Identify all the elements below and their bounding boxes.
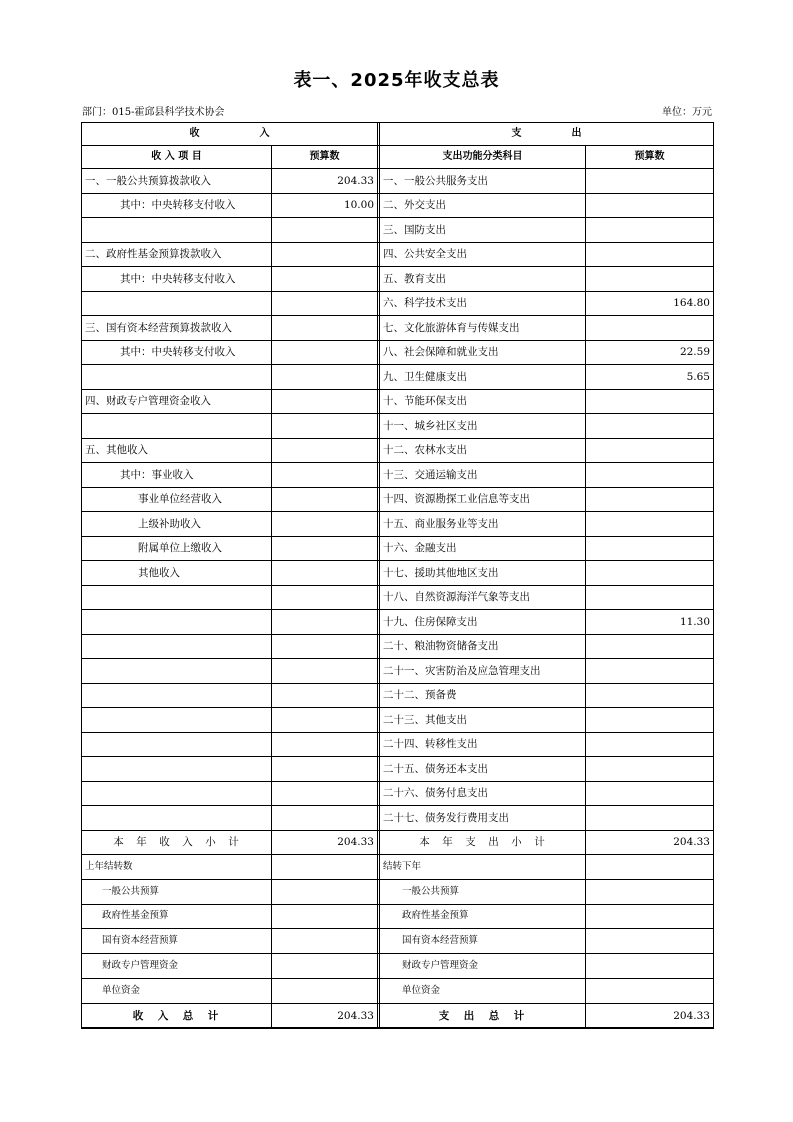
expense-item-cell: 十七、援助其他地区支出 [380, 561, 586, 586]
expense-item-cell: 二、外交支出 [380, 193, 586, 218]
expense-item-cell: 二十二、预备费 [380, 683, 586, 708]
income-total-value: 204.33 [272, 1003, 378, 1028]
carry-income-label: 政府性基金预算 [82, 904, 272, 929]
carry-income-value [272, 929, 378, 954]
income-value-cell [272, 683, 378, 708]
expense-item-header: 支出功能分类科目 [380, 146, 586, 169]
expense-value-cell [586, 414, 714, 439]
income-item-cell: 其中：中央转移支付收入 [82, 193, 272, 218]
income-value-cell [272, 806, 378, 831]
carry-expense-label: 一般公共预算 [380, 879, 586, 904]
expense-value-cell [586, 781, 714, 806]
income-value-cell [272, 340, 378, 365]
income-item-cell: 四、财政专户管理资金收入 [82, 389, 272, 414]
income-value-cell [272, 781, 378, 806]
income-value-cell [272, 585, 378, 610]
carry-income-value [272, 978, 378, 1003]
income-value-cell [272, 659, 378, 684]
income-item-cell [82, 732, 272, 757]
expense-item-cell: 六、科学技术支出 [380, 291, 586, 316]
table-row [82, 169, 714, 194]
income-item-cell [82, 757, 272, 782]
income-value-cell [272, 267, 378, 292]
expense-value-cell: 11.30 [586, 610, 714, 635]
carry-expense-label: 结转下年 [380, 855, 586, 880]
expense-item-cell: 八、社会保障和就业支出 [380, 340, 586, 365]
carry-row [82, 879, 714, 904]
income-item-cell: 其他收入 [82, 561, 272, 586]
table-row [82, 414, 714, 439]
expense-value-cell [586, 193, 714, 218]
income-subtotal-label: 本 年 收 入 小 计 [82, 830, 272, 855]
expense-value-cell [586, 218, 714, 243]
income-value-cell [272, 291, 378, 316]
income-item-cell [82, 585, 272, 610]
table-row [82, 512, 714, 537]
expense-value-cell [586, 683, 714, 708]
income-item-cell: 其中：中央转移支付收入 [82, 267, 272, 292]
expense-item-cell: 十一、城乡社区支出 [380, 414, 586, 439]
income-value-cell [272, 536, 378, 561]
expense-value-cell [586, 512, 714, 537]
expense-value-cell: 164.80 [586, 291, 714, 316]
expense-budget-header: 预算数 [586, 146, 714, 169]
table-row [82, 193, 714, 218]
income-subtotal-value: 204.33 [272, 830, 378, 855]
unit-label: 单位：万元 [662, 107, 712, 118]
carry-income-value [272, 879, 378, 904]
income-value-cell [272, 242, 378, 267]
page-title: 表一、2025年收支总表 [293, 70, 500, 91]
table-row [82, 487, 714, 512]
expense-group-header: 支 出 [380, 123, 714, 146]
expense-item-cell: 十四、资源勘探工业信息等支出 [380, 487, 586, 512]
subtotal-row [82, 830, 714, 855]
table-row [82, 316, 714, 341]
expense-total-value: 204.33 [586, 1003, 714, 1028]
carry-income-label: 国有资本经营预算 [82, 929, 272, 954]
table-row [82, 806, 714, 831]
carry-row [82, 855, 714, 880]
income-value-cell [272, 438, 378, 463]
expense-item-cell: 十、节能环保支出 [380, 389, 586, 414]
table-row [82, 732, 714, 757]
income-value-cell [272, 610, 378, 635]
carry-income-value [272, 954, 378, 979]
expense-item-cell: 二十五、债务还本支出 [380, 757, 586, 782]
expense-item-cell: 一、一般公共服务支出 [380, 169, 586, 194]
expense-value-cell [586, 316, 714, 341]
expense-item-cell: 十五、商业服务业等支出 [380, 512, 586, 537]
table-row [82, 438, 714, 463]
carry-income-value [272, 855, 378, 880]
expense-subtotal-label: 本 年 支 出 小 计 [380, 830, 586, 855]
income-item-cell: 附属单位上缴收入 [82, 536, 272, 561]
expense-value-cell [586, 757, 714, 782]
income-value-cell: 204.33 [272, 169, 378, 194]
department-label: 部门：015-霍邱县科学技术协会 [82, 107, 225, 118]
income-value-cell [272, 561, 378, 586]
expense-value-cell [586, 536, 714, 561]
income-budget-header: 预算数 [272, 146, 378, 169]
income-item-cell: 上级补助收入 [82, 512, 272, 537]
expense-total-label: 支 出 总 计 [380, 1003, 586, 1028]
income-value-cell [272, 463, 378, 488]
carry-expense-label: 财政专户管理资金 [380, 954, 586, 979]
carry-row [82, 954, 714, 979]
carry-expense-value [586, 978, 714, 1003]
expense-value-cell [586, 561, 714, 586]
income-group-header: 收 入 [82, 123, 378, 146]
table-row [82, 634, 714, 659]
income-value-cell [272, 487, 378, 512]
total-row [82, 1003, 714, 1028]
expense-value-cell: 22.59 [586, 340, 714, 365]
table-row [82, 781, 714, 806]
carry-expense-value [586, 855, 714, 880]
carry-row [82, 978, 714, 1003]
income-item-cell [82, 291, 272, 316]
carry-income-label: 单位资金 [82, 978, 272, 1003]
carry-row [82, 904, 714, 929]
income-item-cell [82, 634, 272, 659]
expense-value-cell [586, 463, 714, 488]
income-value-cell [272, 708, 378, 733]
table-row [82, 585, 714, 610]
income-item-cell [82, 781, 272, 806]
income-item-cell: 五、其他收入 [82, 438, 272, 463]
income-item-cell [82, 708, 272, 733]
expense-value-cell [586, 242, 714, 267]
income-item-cell: 一、一般公共预算拨款收入 [82, 169, 272, 194]
expense-item-cell: 二十三、其他支出 [380, 708, 586, 733]
table-row [82, 536, 714, 561]
income-value-cell [272, 414, 378, 439]
income-value-cell [272, 218, 378, 243]
expense-item-cell: 二十、粮油物资储备支出 [380, 634, 586, 659]
expense-value-cell [586, 634, 714, 659]
expense-value-cell [586, 708, 714, 733]
income-item-cell [82, 365, 272, 390]
income-item-cell [82, 414, 272, 439]
expense-value-cell: 5.65 [586, 365, 714, 390]
expense-item-cell: 二十一、灾害防治及应急管理支出 [380, 659, 586, 684]
expense-value-cell [586, 585, 714, 610]
income-item-cell: 其中：中央转移支付收入 [82, 340, 272, 365]
carry-income-value [272, 904, 378, 929]
table-row [82, 659, 714, 684]
income-value-cell [272, 757, 378, 782]
expense-value-cell [586, 659, 714, 684]
table-row [82, 683, 714, 708]
expense-value-cell [586, 806, 714, 831]
income-item-cell [82, 610, 272, 635]
carry-income-label: 财政专户管理资金 [82, 954, 272, 979]
expense-value-cell [586, 169, 714, 194]
carry-income-label: 一般公共预算 [82, 879, 272, 904]
expense-value-cell [586, 732, 714, 757]
carry-row [82, 929, 714, 954]
table-row [82, 291, 714, 316]
income-item-cell [82, 659, 272, 684]
expense-item-cell: 十八、自然资源海洋气象等支出 [380, 585, 586, 610]
carry-expense-value [586, 954, 714, 979]
table-row [82, 218, 714, 243]
carry-expense-value [586, 929, 714, 954]
table-row [82, 610, 714, 635]
table-row [82, 389, 714, 414]
expense-subtotal-value: 204.33 [586, 830, 714, 855]
income-value-cell [272, 316, 378, 341]
expense-value-cell [586, 487, 714, 512]
expense-item-cell: 十九、住房保障支出 [380, 610, 586, 635]
expense-item-cell: 五、教育支出 [380, 267, 586, 292]
expense-item-cell: 十三、交通运输支出 [380, 463, 586, 488]
income-item-cell: 其中：事业收入 [82, 463, 272, 488]
carry-expense-label: 单位资金 [380, 978, 586, 1003]
expense-item-cell: 十二、农林水支出 [380, 438, 586, 463]
carry-expense-value [586, 879, 714, 904]
income-value-cell [272, 732, 378, 757]
table-row [82, 463, 714, 488]
income-value-cell: 10.00 [272, 193, 378, 218]
expense-item-cell: 四、公共安全支出 [380, 242, 586, 267]
income-value-cell [272, 634, 378, 659]
income-total-label: 收 入 总 计 [82, 1003, 272, 1028]
income-item-cell [82, 218, 272, 243]
expense-item-cell: 二十七、债务发行费用支出 [380, 806, 586, 831]
income-item-cell: 二、政府性基金预算拨款收入 [82, 242, 272, 267]
carry-expense-label: 国有资本经营预算 [380, 929, 586, 954]
table-row [82, 757, 714, 782]
table-row [82, 340, 714, 365]
expense-item-cell: 七、文化旅游体育与传媒支出 [380, 316, 586, 341]
income-item-cell [82, 683, 272, 708]
expense-item-cell: 九、卫生健康支出 [380, 365, 586, 390]
table-row [82, 561, 714, 586]
carry-expense-label: 政府性基金预算 [380, 904, 586, 929]
budget-summary-table [81, 122, 714, 1029]
table-row [82, 708, 714, 733]
expense-item-cell: 二十六、债务付息支出 [380, 781, 586, 806]
income-item-cell [82, 806, 272, 831]
expense-value-cell [586, 389, 714, 414]
income-value-cell [272, 389, 378, 414]
income-item-header: 收 入 项 目 [82, 146, 272, 169]
expense-value-cell [586, 267, 714, 292]
income-item-cell: 三、国有资本经营预算拨款收入 [82, 316, 272, 341]
table-row [82, 267, 714, 292]
table-row [82, 242, 714, 267]
expense-item-cell: 二十四、转移性支出 [380, 732, 586, 757]
expense-value-cell [586, 438, 714, 463]
expense-item-cell: 十六、金融支出 [380, 536, 586, 561]
income-item-cell: 事业单位经营收入 [82, 487, 272, 512]
expense-item-cell: 三、国防支出 [380, 218, 586, 243]
income-value-cell [272, 365, 378, 390]
income-value-cell [272, 512, 378, 537]
table-row [82, 365, 714, 390]
carry-expense-value [586, 904, 714, 929]
carry-income-label: 上年结转数 [82, 855, 272, 880]
